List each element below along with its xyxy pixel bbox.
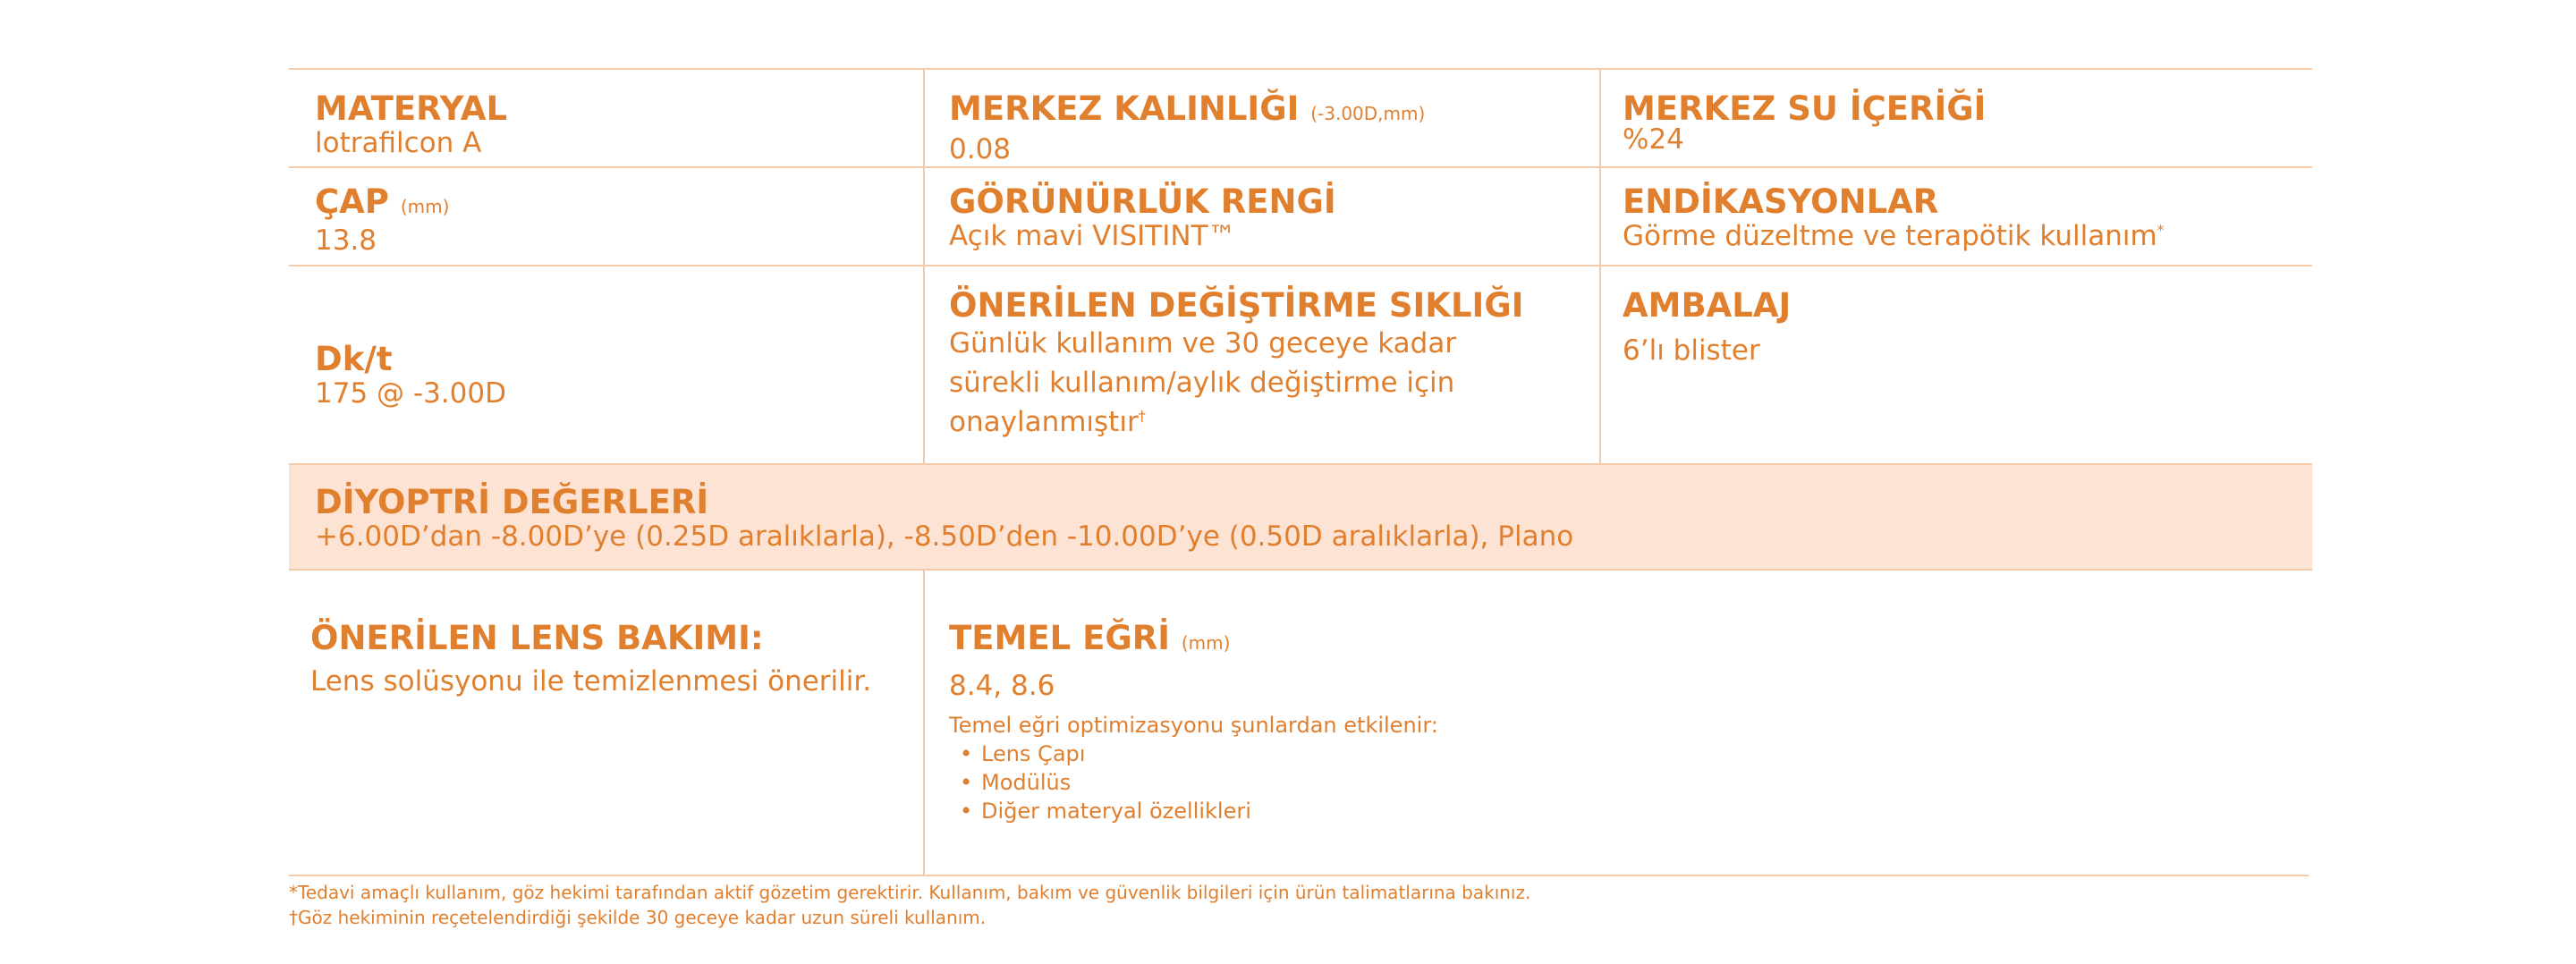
replacement-cell — [949, 286, 1523, 442]
base-curve-note: Temel eğri optimizasyonu şunlardan etkilenir: — [949, 713, 1438, 738]
water-content-cell — [1623, 89, 1986, 159]
diopter-cell — [315, 483, 1573, 556]
center-thickness-cell — [949, 89, 1425, 169]
column-rule — [923, 68, 925, 463]
footnote-extended-wear: †Göz hekiminin reçetelendirdiği şekilde 30 geceye kadar uzun süreli kullanım. — [289, 907, 987, 928]
diopter-value: +6.00D’dan -8.00D’ye (0.25D aralıklarla), -8.50D’den -10.00D’ye (0.50D aralıklarla), Plano — [315, 520, 1574, 553]
dkt-label: Dk/t — [315, 340, 393, 378]
bullet-icon: • — [960, 799, 973, 824]
lens-care-cell — [310, 619, 871, 701]
diopter-label: DİYOPTRİ DEĞERLERİ — [315, 483, 709, 521]
list-item: • Diğer materyal özellikleri — [960, 799, 1251, 824]
packaging-value: 6’lı blister — [1623, 334, 1760, 367]
diameter-label: ÇAP (mm) — [315, 182, 450, 221]
row-rule — [289, 569, 2312, 571]
visibility-tint-label: GÖRÜNÜRLÜK RENGİ — [949, 182, 1336, 221]
visibility-tint-value: Açık mavi VISITINT™ — [949, 220, 1236, 252]
base-curve-factors — [949, 740, 1438, 825]
indications-value: Görme düzeltme ve terapötik kullanım* — [1623, 220, 2165, 252]
asterisk-mark: * — [2157, 221, 2165, 239]
indications-label: ENDİKASYONLAR — [1623, 182, 1939, 221]
visibility-tint-cell — [949, 182, 1336, 256]
packaging-cell — [1623, 286, 1791, 370]
dkt-cell — [315, 340, 506, 413]
water-content-label: MERKEZ SU İÇERİĞİ — [1623, 89, 1987, 128]
indications-cell — [1623, 182, 2165, 256]
replacement-label: ÖNERİLEN DEĞİŞTİRME SIKLIĞI — [949, 286, 1524, 325]
diameter-cell — [315, 182, 449, 260]
material-value: lotrafilcon A — [315, 127, 482, 159]
list-item: • Lens Çapı — [960, 741, 1086, 766]
base-curve-value: 8.4, 8.6 — [949, 670, 1055, 702]
center-thickness-label: MERKEZ KALINLIĞI (-3.00D,mm) — [949, 89, 1426, 128]
base-curve-cell — [949, 619, 1438, 825]
diameter-unit: (mm) — [400, 196, 450, 217]
table-top-rule — [289, 68, 2312, 70]
table-bottom-rule — [289, 875, 2309, 876]
column-rule — [923, 569, 925, 875]
lens-care-value: Lens solüsyonu ile temizlenmesi önerilir. — [310, 665, 872, 698]
center-thickness-unit: (-3.00D,mm) — [1310, 103, 1426, 124]
bullet-icon: • — [960, 741, 973, 766]
footnote-therapeutic: *Tedavi amaçlı kullanım, göz hekimi tarafından aktif gözetim gerektirir. Kullanım, bakım ve güvenlik bilgileri için ürün talimatlarına bakınız. — [289, 882, 1531, 903]
replacement-line: onaylanmıştır† — [949, 406, 1146, 438]
dkt-value: 175 @ -3.00D — [315, 377, 506, 410]
water-content-value: %24 — [1623, 123, 1684, 156]
packaging-label: AMBALAJ — [1623, 286, 1792, 325]
base-curve-unit: (mm) — [1181, 632, 1231, 654]
lens-care-label: ÖNERİLEN LENS BAKIMI: — [310, 619, 764, 657]
replacement-line: sürekli kullanım/aylık değiştirme için — [949, 367, 1455, 399]
row-rule — [289, 265, 2312, 266]
column-rule — [1599, 68, 1601, 463]
base-curve-label: TEMEL EĞRİ (mm) — [949, 619, 1231, 657]
replacement-line: Günlük kullanım ve 30 geceye kadar — [949, 327, 1457, 359]
list-item: • Modülüs — [960, 770, 1072, 795]
material-cell — [315, 89, 507, 163]
diameter-value: 13.8 — [315, 224, 377, 257]
dagger-mark: † — [1138, 407, 1146, 425]
material-label: MATERYAL — [315, 89, 508, 128]
center-thickness-value: 0.08 — [949, 133, 1012, 165]
bullet-icon: • — [960, 770, 973, 795]
